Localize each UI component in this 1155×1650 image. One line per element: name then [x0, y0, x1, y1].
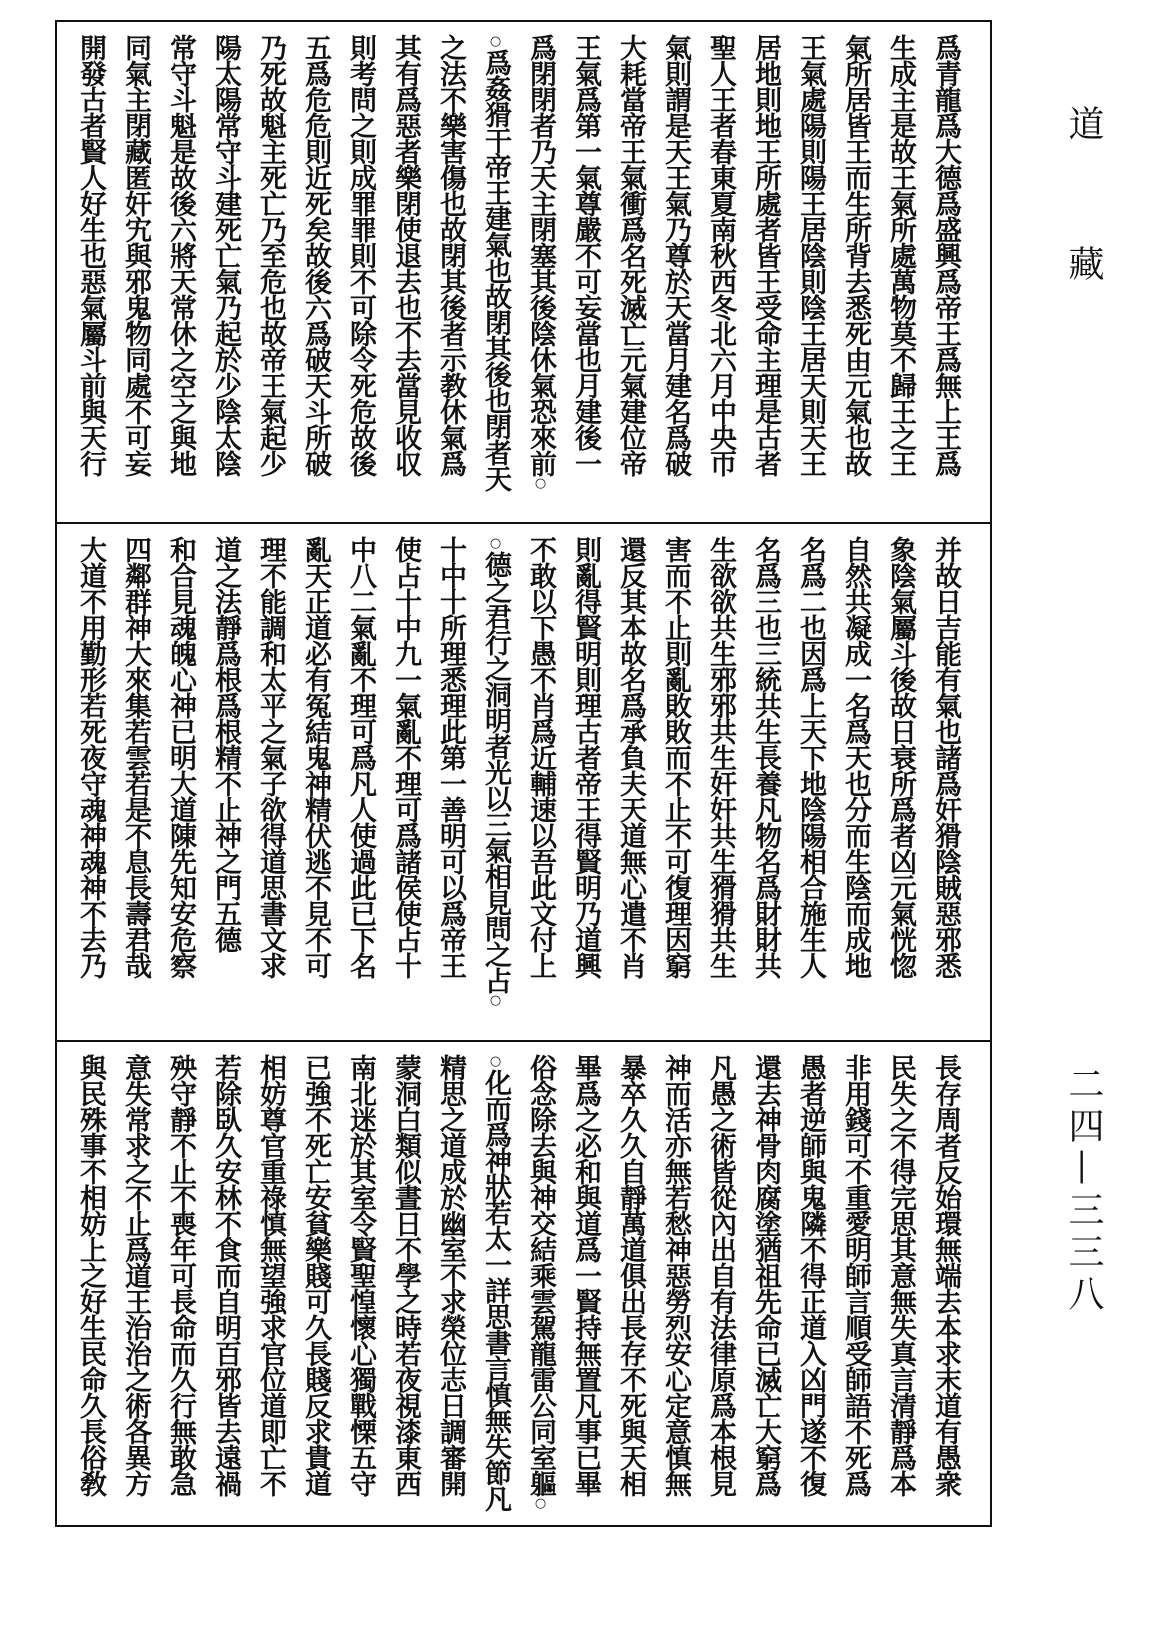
text-column: 害而不止則亂敗敗而不止不可復理因窮 — [660, 536, 691, 978]
text-column: 常守斗魁是故後六將天常休之空之與地 — [165, 34, 196, 476]
text-column: 凡愚之術皆從內出自有法律原爲本根見 — [705, 1054, 736, 1496]
text-column: 爲青龍爲大德爲盛興爲帝王爲無上王爲 — [930, 34, 961, 476]
text-column: 十中十所理悉理此第一善明可以爲帝王 — [435, 536, 466, 978]
text-column: 還反其本故名爲承負夫天道無心遣不肖 — [615, 536, 646, 978]
text-column: 名爲二也因爲上天下地陰陽相合施生人 — [795, 536, 826, 978]
text-column: 相妨尊官重祿慎無望強求官位道即亡不 — [255, 1054, 286, 1496]
circle-mark: ○ — [488, 536, 503, 551]
register-0 — [57, 22, 990, 524]
page-frame — [55, 20, 992, 1527]
text-column: 與民殊事不相妨上之好生民命久長俗敎 — [75, 1054, 106, 1496]
text-column: 中八二氣亂不理可爲凡人使過此已下名 — [345, 536, 376, 978]
text-column: 俗念除去與神交結乘雲駕龍雷公同室軀○ — [525, 1054, 556, 1511]
text-column: 生成主是故王氣所處萬物莫不歸王之王 — [885, 34, 916, 476]
text-column: 名爲三也三統共生長養凡物名爲財財共 — [750, 536, 781, 978]
text-column: 若除臥久安林不食而自明百邪皆去遠禍 — [210, 1054, 241, 1496]
text-column: 道之法靜爲根爲根精不止神之門五德 — [210, 536, 241, 952]
text-column: 亂天正道必有冤結鬼神精伏逃不見不可 — [300, 536, 331, 978]
text-column: 其有爲惡者樂閉使退去也不去當見收収 — [390, 34, 421, 476]
text-column: 乃死故魁主死亡乃至危也故帝王氣起少 — [255, 34, 286, 476]
text-column: 和合見魂魄心神已明大道陳先知安危察 — [165, 536, 196, 978]
text-column: 不敢以下愚不肖爲近輔速以吾此文付上 — [525, 536, 556, 978]
text-column: 則考問之則成罪罪則不可除令死危故後 — [345, 34, 376, 476]
text-column: 暴卒久久自靜萬道俱出長存不死與天相 — [615, 1054, 646, 1496]
text-column: 愚者逆師與鬼隣不得正道入凶門遂不復 — [795, 1054, 826, 1496]
text-column: 王氣爲第一氣尊嚴不可妄當也月建後一 — [570, 34, 601, 476]
text-column: 象陰氣屬斗後故日衰所爲者凶元氣恍惚 — [885, 536, 916, 978]
text-column: 非用錢可不重愛明師言順受師語不死爲 — [840, 1054, 871, 1496]
text-column: 聖人王者春東夏南秋西冬北六月中央帀 — [705, 34, 736, 476]
text-column: ○化而爲神狀若太一詳思書言慎無失節凡 — [480, 1054, 511, 1511]
register-1 — [57, 524, 990, 1042]
margin-title-top: 道 — [1063, 105, 1104, 141]
text-column: 殃守靜不止不喪年可長命而久行無敢急 — [165, 1054, 196, 1496]
margin-title-bottom: 藏 — [1063, 245, 1104, 281]
text-column: 神而活亦無若愁神惡勞烈安心定意慎無 — [660, 1054, 691, 1496]
circle-mark: ○ — [533, 1496, 548, 1511]
circle-mark: ○ — [488, 34, 503, 49]
text-column: 南北迷於其室令賢聖惶懷心獨戰慄五守 — [345, 1054, 376, 1496]
register-2 — [57, 1042, 990, 1525]
text-column: 同氣主閉藏匿奸宄與邪鬼物同處不可妄 — [120, 34, 151, 476]
circle-mark: ○ — [533, 476, 548, 491]
text-column: 長存周者反始環無端去本求末道有愚衆 — [930, 1054, 961, 1496]
text-column: 氣則謂是天王氣乃尊於天當月建名爲破 — [660, 34, 691, 476]
text-column: 意失常求之不止爲道王治治之術各異方 — [120, 1054, 151, 1496]
text-column: 已強不死亡安貧樂賤可久長賤反求貴道 — [300, 1054, 331, 1496]
text-column: ○爲姦猾干帝王建氣也故閉其後也閉者天 — [480, 34, 511, 491]
text-column: 大道不用勤形若死夜守魂神魂神不去乃 — [75, 536, 106, 978]
text-column: 民失之不得完思其意無失真言清靜爲本 — [885, 1054, 916, 1496]
text-column: 之法不樂害傷也故閉其後者示教休氣爲 — [435, 34, 466, 476]
text-column: 并故日吉能有氣也諸爲奸猾陰賊惡邪悉 — [930, 536, 961, 978]
text-column: 氣所居皆王而生所背去悉死由元氣也故 — [840, 34, 871, 476]
text-column: 大耗當帝王氣衝爲名死滅亡元氣建位帝 — [615, 34, 646, 476]
text-column: 陽太陽常守斗建死亡氣乃起於少陰太陰 — [210, 34, 241, 476]
circle-mark: ○ — [488, 1054, 503, 1069]
text-column: 畢爲之必和與道爲一賢持無置凡事已畢 — [570, 1054, 601, 1496]
text-column: ○德之君行之洞明者光以三氣相見問之占○ — [480, 536, 511, 1008]
text-column: 則亂得賢明則理古者帝王得賢明乃道興 — [570, 536, 601, 978]
text-column: 開發古者賢人好生也惡氣屬斗前與天行 — [75, 34, 106, 476]
text-column: 自然共凝成一名爲天也分而生陰而成地 — [840, 536, 871, 978]
text-column: 生欲欲共生邪邪共生奸奸共生猾猾共生 — [705, 536, 736, 978]
circle-mark: ○ — [488, 993, 503, 1008]
text-column: 使占十中九一氣亂不理可爲諸侯使占十 — [390, 536, 421, 978]
text-column: 王氣處陽則陽王居陰則陰王居天則天王 — [795, 34, 826, 476]
text-column: 五爲危危則近死矣故後六爲破天斗所破 — [300, 34, 331, 476]
text-column: 精思之道成於幽室不求榮位志日調審開 — [435, 1054, 466, 1496]
text-column: 居地則地王所處者皆王受命主理是古者 — [750, 34, 781, 476]
text-column: 理不能調和太平之氣子欲得道思書文求 — [255, 536, 286, 978]
page-number: 二四—三三八 — [1063, 1065, 1104, 1317]
text-column: 還去神骨肉腐塗猶祖先命已滅亡大窮爲 — [750, 1054, 781, 1496]
text-column: 爲閉閉者乃天主閉塞其後陰休氣恐來前○ — [525, 34, 556, 491]
text-column: 四鄰群神大來集若雲若是不息長壽君哉 — [120, 536, 151, 978]
text-column: 蒙洞白類似晝日不學之時若夜視漆東西 — [390, 1054, 421, 1496]
